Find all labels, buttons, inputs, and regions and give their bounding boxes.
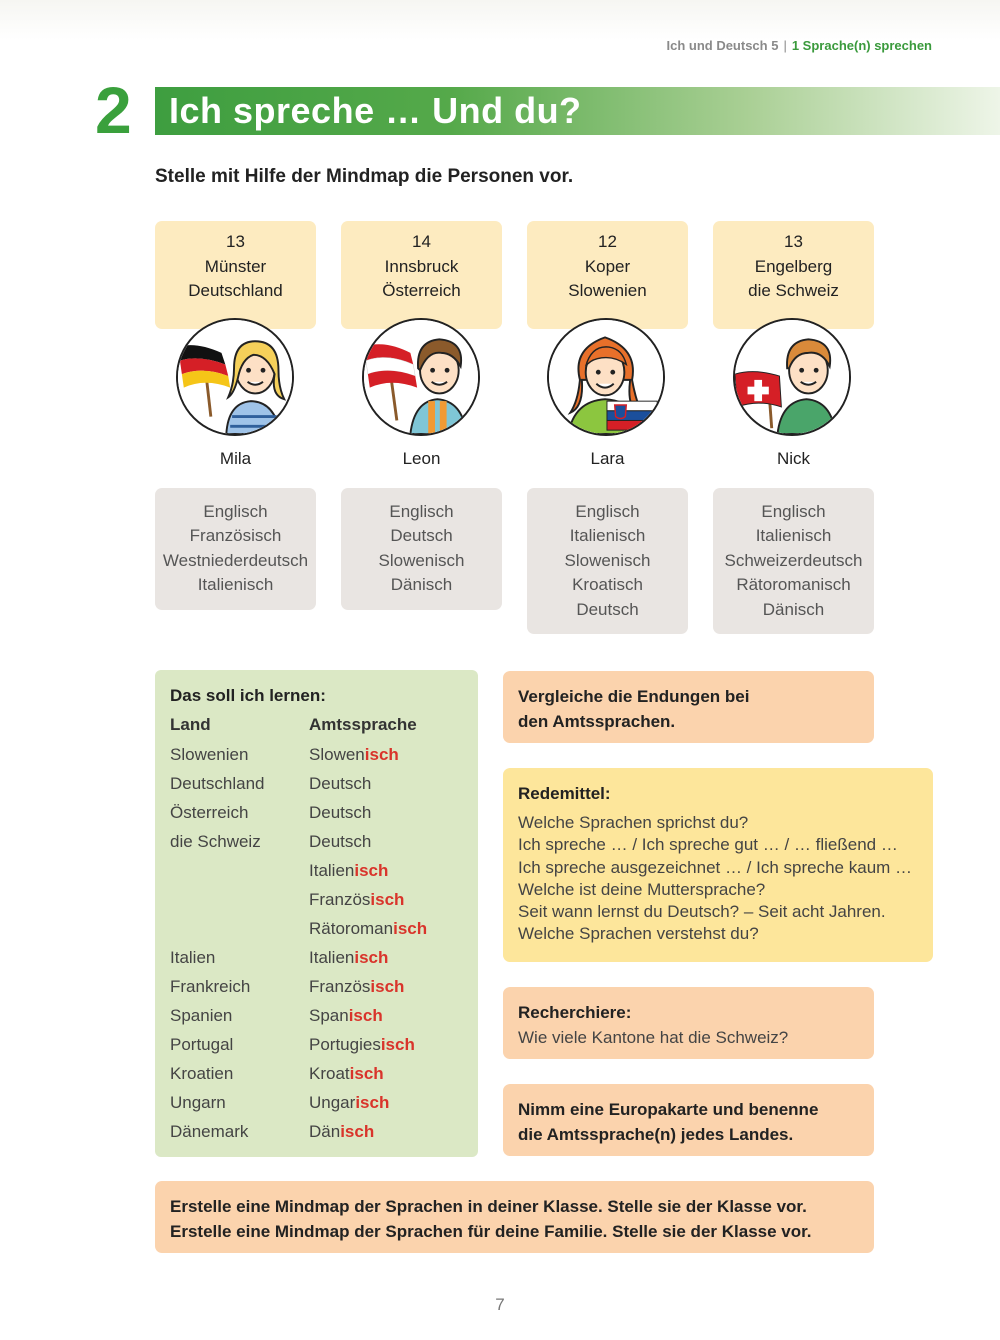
language-item: Dänisch <box>390 575 453 595</box>
running-head <box>666 38 932 53</box>
language-item: Rätoromanisch <box>736 575 851 595</box>
language-stem: Deutsch <box>309 774 372 793</box>
person-name: Lara <box>590 449 625 468</box>
language-suffix: isch <box>370 890 405 909</box>
research-task-box <box>503 987 874 1059</box>
person-name: Leon <box>402 449 441 468</box>
language-suffix: isch <box>370 977 405 996</box>
vocabulary-row <box>170 774 470 796</box>
header-separator: | <box>783 38 787 53</box>
person-info-card <box>527 221 688 329</box>
flag-switzerland-icon <box>735 372 781 407</box>
person-languages-box <box>713 488 874 634</box>
phrases-title: Redemittel: <box>518 784 611 803</box>
language-stem: Slowen <box>309 745 365 764</box>
person-portrait-lara <box>547 318 665 436</box>
vocabulary-row <box>170 890 470 912</box>
section-title: Ich spreche … Und du? <box>169 90 582 131</box>
girl-with-flag-icon <box>549 320 663 434</box>
language-item: Italienisch <box>569 526 646 546</box>
language-stem: Portugies <box>309 1035 381 1054</box>
mindmap-task-line: Erstelle eine Mindmap der Sprachen in deiner Klasse. Stelle sie der Klasse vor. <box>170 1197 807 1216</box>
language-suffix: isch <box>354 861 389 880</box>
language-stem: Ungar <box>309 1093 356 1112</box>
vocabulary-title: Das soll ich lernen: <box>170 686 326 705</box>
country-name: Dänemark <box>170 1122 249 1141</box>
person-portrait-nick <box>733 318 851 436</box>
phrase-line: Seit wann lernst du Deutsch? – Seit acht Jahren. <box>518 902 886 922</box>
official-language <box>309 774 371 794</box>
vocabulary-row <box>170 1035 470 1057</box>
language-suffix: isch <box>348 1006 383 1025</box>
europe-task-line: die Amtssprache(n) jedes Landes. <box>518 1124 794 1144</box>
country-name: Slowenien <box>170 745 249 764</box>
language-item: Englisch <box>389 502 454 521</box>
person-country: Slowenien <box>568 281 647 300</box>
person-age: 13 <box>226 232 245 251</box>
chapter-title: 1 Sprache(n) sprechen <box>791 38 932 53</box>
language-suffix: isch <box>364 745 399 764</box>
person-country: Deutschland <box>188 281 283 300</box>
official-language <box>309 890 404 910</box>
europe-task-line: Nimm eine Europakarte und benenne <box>518 1100 819 1119</box>
language-stem: Französ <box>309 977 371 996</box>
compare-line: Vergleiche die Endungen bei <box>518 687 750 706</box>
person-languages-box <box>341 488 502 610</box>
research-title: Recherchiere: <box>518 1003 632 1022</box>
language-item: Deutsch <box>576 599 639 619</box>
official-language <box>309 803 371 823</box>
boy-with-flag-icon <box>735 320 849 434</box>
official-language <box>309 1093 389 1113</box>
europe-map-task-box <box>503 1084 874 1156</box>
language-stem: Deutsch <box>309 832 372 851</box>
language-stem: Französ <box>309 890 371 909</box>
section-number: 2 <box>95 73 132 147</box>
vocabulary-row <box>170 832 470 854</box>
person-name: Mila <box>219 449 252 468</box>
language-item: Englisch <box>203 502 268 521</box>
vocabulary-row <box>170 919 470 941</box>
language-item: Deutsch <box>390 526 453 546</box>
language-suffix: isch <box>349 1064 384 1083</box>
vocabulary-row <box>170 977 470 999</box>
country-name: Frankreich <box>170 977 251 996</box>
girl-with-flag-icon <box>178 320 292 434</box>
phrase-line: Ich spreche … / Ich spreche gut … / … fließend … <box>518 835 898 855</box>
country-name: Italien <box>170 948 216 967</box>
person-age: 12 <box>598 232 617 251</box>
person-city: Koper <box>584 256 631 276</box>
phrase-line: Welche ist deine Muttersprache? <box>518 879 766 899</box>
country-name: Portugal <box>170 1035 234 1054</box>
official-language <box>309 1006 383 1026</box>
phrase-line: Welche Sprachen verstehst du? <box>518 924 759 944</box>
page-number: 7 <box>495 1295 505 1314</box>
language-suffix: isch <box>380 1035 415 1054</box>
person-portrait-mila <box>176 318 294 436</box>
person-city: Innsbruck <box>384 256 459 276</box>
vocabulary-row <box>170 1093 470 1115</box>
flag-slovenia-icon <box>607 401 657 430</box>
person-languages-box <box>155 488 316 610</box>
language-item: Schweizerdeutsch <box>724 550 863 570</box>
vocabulary-row <box>170 1122 470 1144</box>
vocabulary-row <box>170 745 470 767</box>
official-language <box>309 745 399 765</box>
section-title-bar <box>155 87 1000 135</box>
book-title: Ich und Deutsch 5 <box>666 38 779 53</box>
language-suffix: isch <box>354 948 389 967</box>
language-stem: Span <box>309 1006 349 1025</box>
column-header-amtssprache: Amtssprache <box>309 715 417 734</box>
research-question: Wie viele Kantone hat die Schweiz? <box>518 1027 789 1047</box>
official-language <box>309 948 388 968</box>
language-item: Slowenisch <box>564 550 651 570</box>
language-suffix: isch <box>340 1122 375 1141</box>
language-item: Italienisch <box>197 575 274 595</box>
language-item: Englisch <box>761 502 826 521</box>
country-name: Deutschland <box>170 774 265 793</box>
country-name: Spanien <box>170 1006 233 1025</box>
boy-with-flag-icon <box>364 320 478 434</box>
person-info-card <box>341 221 502 329</box>
person-city: Engelberg <box>754 256 833 276</box>
mindmap-task-box <box>155 1181 874 1253</box>
language-stem: Kroat <box>309 1064 350 1083</box>
language-item: Englisch <box>575 502 640 521</box>
person-name: Nick <box>776 449 811 468</box>
person-age: 14 <box>412 232 431 251</box>
official-language <box>309 977 404 997</box>
person-age: 13 <box>784 232 803 251</box>
language-stem: Rätoroman <box>309 919 394 938</box>
vocabulary-row <box>170 803 470 825</box>
official-language <box>309 919 427 939</box>
person-country: die Schweiz <box>748 281 839 300</box>
official-language <box>309 1035 415 1055</box>
vocabulary-row <box>170 948 470 970</box>
official-language <box>309 861 388 881</box>
language-stem: Italien <box>309 861 355 880</box>
language-item: Italienisch <box>755 526 832 546</box>
country-name: Kroatien <box>170 1064 234 1083</box>
official-language <box>309 1064 384 1084</box>
phrase-line: Welche Sprachen sprichst du? <box>518 813 749 832</box>
person-languages-box <box>527 488 688 634</box>
official-language <box>309 832 371 852</box>
person-info-card <box>713 221 874 329</box>
language-item: Dänisch <box>762 599 825 619</box>
official-language <box>309 1122 374 1142</box>
vocabulary-row <box>170 1006 470 1028</box>
language-item: Kroatisch <box>572 575 643 595</box>
language-suffix: isch <box>355 1093 390 1112</box>
vocabulary-row <box>170 861 470 883</box>
person-portrait-leon <box>362 318 480 436</box>
phrase-line: Ich spreche ausgezeichnet … / Ich spreche kaum … <box>518 857 913 877</box>
vocabulary-row <box>170 1064 470 1086</box>
vocabulary-box <box>155 670 478 1157</box>
language-stem: Deutsch <box>309 803 372 822</box>
language-item: Westniederdeutsch <box>162 550 309 570</box>
language-stem: Italien <box>309 948 355 967</box>
instruction-text: Stelle mit Hilfe der Mindmap die Personen vor. <box>155 166 574 187</box>
language-item: Slowenisch <box>378 550 465 570</box>
country-name: Ungarn <box>170 1093 226 1112</box>
page-top-band <box>0 0 1000 40</box>
compare-task-box <box>503 671 874 743</box>
person-city: Münster <box>204 256 267 276</box>
country-name: die Schweiz <box>170 832 261 851</box>
language-stem: Dän <box>309 1122 341 1141</box>
person-info-card <box>155 221 316 329</box>
phrases-box <box>503 768 933 962</box>
column-header-land: Land <box>170 715 211 734</box>
language-suffix: isch <box>393 919 428 938</box>
language-item: Französisch <box>189 526 282 546</box>
country-name: Österreich <box>170 803 249 822</box>
person-country: Österreich <box>382 281 461 300</box>
compare-line: den Amtssprachen. <box>518 711 676 731</box>
mindmap-task-line: Erstelle eine Mindmap der Sprachen für deine Familie. Stelle sie der Klasse vor. <box>170 1221 812 1241</box>
